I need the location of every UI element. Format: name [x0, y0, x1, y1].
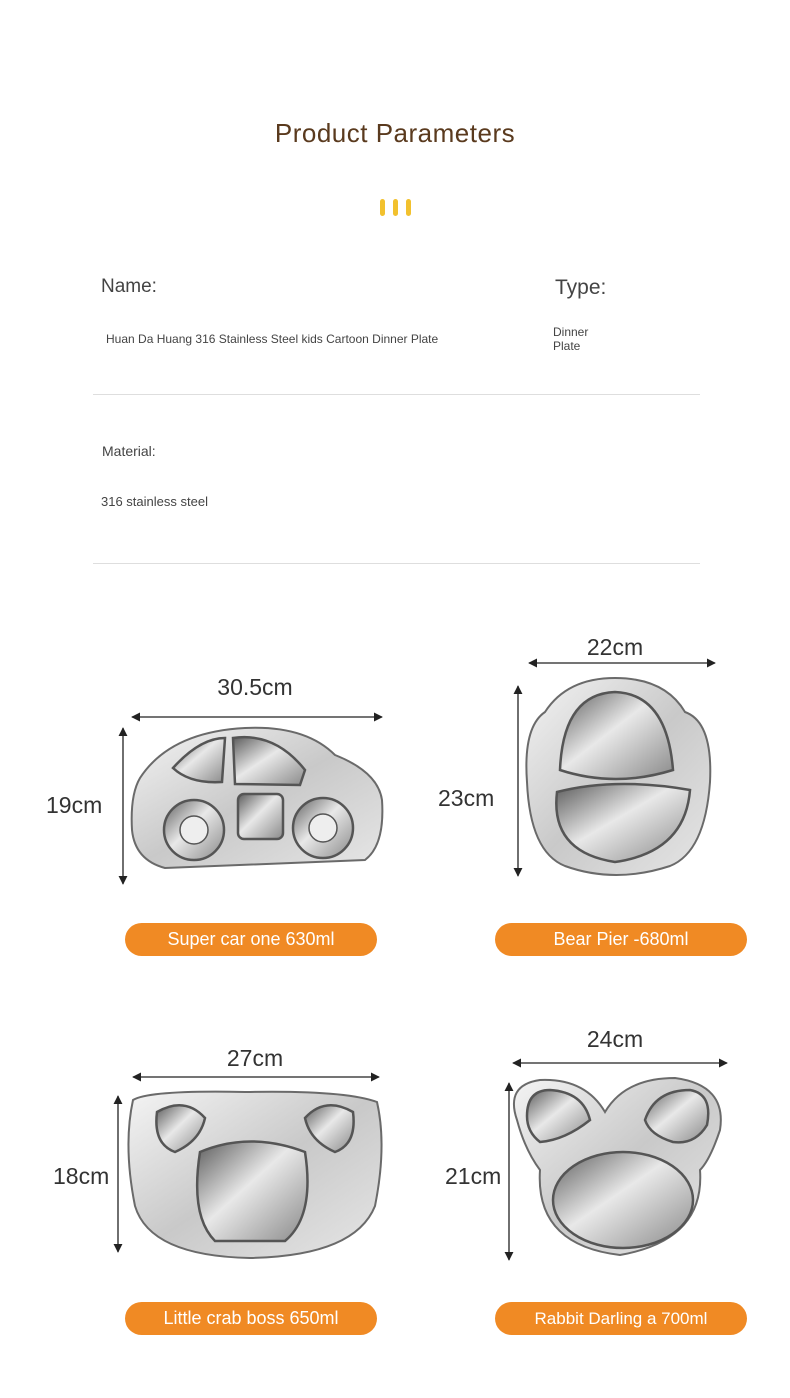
type-value-line1: Dinner — [553, 325, 589, 339]
car-plate-image — [110, 700, 400, 895]
product-pill-car: Super car one 630ml — [125, 923, 377, 956]
crab-plate-image — [105, 1066, 395, 1266]
bear-width-label: 22cm — [586, 634, 644, 660]
material-label: Material: — [102, 443, 156, 459]
divider — [93, 563, 700, 564]
divider — [93, 394, 700, 395]
product-pill-crab: Little crab boss 650ml — [125, 1302, 377, 1335]
car-width-label: 30.5cm — [217, 674, 293, 700]
name-value: Huan Da Huang 316 Stainless Steel kids Cartoon Dinner Plate — [106, 332, 439, 346]
rabbit-width-label: 24cm — [586, 1026, 644, 1052]
car-height-label: 19cm — [46, 792, 103, 818]
type-value-line2: Plate — [553, 339, 581, 353]
product-pill-rabbit: Rabbit Darling a 700ml — [495, 1302, 747, 1335]
page-title: Product Parameters — [274, 118, 516, 148]
bear-height-label: 23cm — [438, 785, 495, 811]
product-pill-bear: Bear Pier -680ml — [495, 923, 747, 956]
crab-height-label: 18cm — [53, 1163, 110, 1189]
bear-plate-image — [505, 652, 725, 884]
accent-bars-decoration — [380, 199, 412, 217]
material-value: 316 stainless steel — [101, 494, 208, 509]
type-label: Type: — [555, 276, 607, 299]
rabbit-height-label: 21cm — [445, 1163, 502, 1189]
name-label: Name: — [101, 276, 157, 297]
crab-width-label: 27cm — [226, 1045, 284, 1071]
rabbit-plate-image — [495, 1050, 730, 1265]
